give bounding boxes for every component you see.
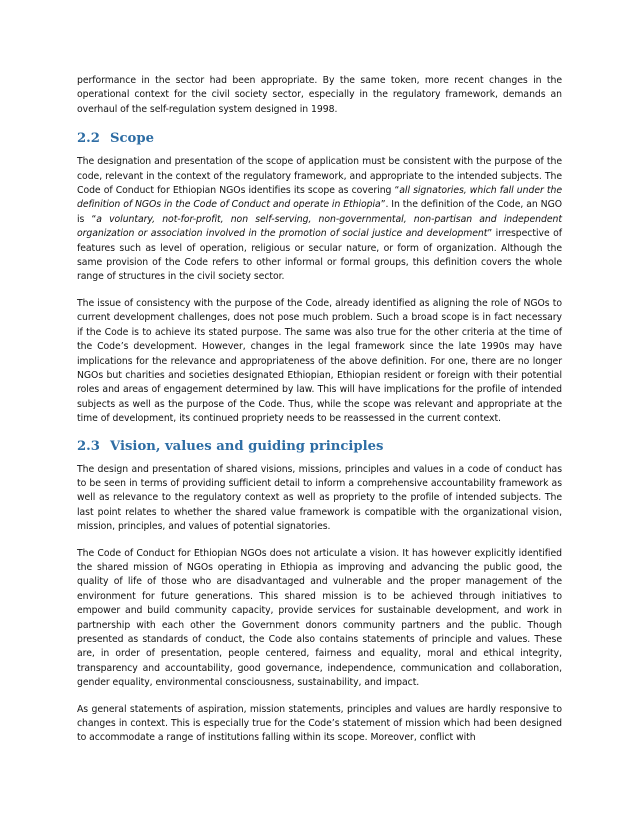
- scope-paragraph-1: [77, 155, 562, 285]
- section-number: 2.3: [77, 438, 100, 454]
- vision-paragraph-2: The Code of Conduct for Ethiopian NGOs does not articulate a vision. It has however explicitly identified the shared mission of NGOs operating in Ethiopia as improving and advancing the public good, the quality of life of those who are disadvantaged and vulnerable and the proper management of the environment for future generations. This shared mission is to be achieved through initiatives to empower and build community capacity, provide services for sustainable development, and work in partnership with each other the Government donors community partners and the public. Though presented as standards of conduct, the Code also contains statements of principle and values. These are, in order of presentation, people centered, fairness and equality, moral and ethical integrity, transparency and accountability, good governance, independence, communication and collaboration, gender equality, environmental consciousness, sustainability, and impact.: [77, 547, 562, 689]
- section-title: Scope: [110, 131, 154, 147]
- quoted-ngo-definition: a voluntary, not-for-profit, non self-serving, non-governmental, non-partisan and independent organization or association involved in the promotion of social justice and development: [77, 213, 562, 240]
- vision-paragraph-1: The design and presentation of shared visions, missions, principles and values in a code of conduct has to be seen in terms of providing sufficient detail to inform a comprehensive accountability framework as well as relevance to the regulatory context as well as propriety to the profile of intended subjects. The last point relates to whether the shared value framework is compatible with the organizational vision, mission, principles, and values of potential signatories.: [77, 463, 562, 533]
- section-title: Vision, values and guiding principles: [110, 438, 384, 454]
- text-run: ” irrespective of features such as level of operation, religious or secular nature, or form of organization. Although the same provision of the Code refers to other informal or formal groups, this definition covers the whole range of structures in the civil society sector.: [77, 228, 562, 283]
- section-number: 2.2: [77, 131, 100, 147]
- text-run: ”. In the definition of the Code, an NGO is “: [77, 199, 562, 225]
- scope-paragraph-2: The issue of consistency with the purpose of the Code, already identified as aligning the role of NGOs to current development challenges, does not pose much problem. Such a broad scope is in fact necessary if the Code is to achieve its stated purpose. The same was also true for the other criteria at the time of the Code’s development. However, changes in the legal framework since the late 1990s may have implications for the relevance and appropriateness of the above definition. For one, there are no longer NGOs but charities and societies designated Ethiopian, Ethiopian resident or foreign with their potential roles and areas of engagement determined by law. This will have implications for the profile of intended subjects as well as the purpose of the Code. Thus, while the scope was relevant and appropriate at the time of development, its continued propriety needs to be reassessed in the current context.: [77, 297, 562, 425]
- intro-paragraph: performance in the sector had been appropriate. By the same token, more recent changes in the operational context for the civil society sector, especially in the regulatory framework, demands an overhaul of the self-regulation system designed in 1998.: [77, 75, 562, 115]
- vision-paragraph-3: As general statements of aspiration, mission statements, principles and values are hardly responsive to changes in context. This is especially true for the Code’s statement of mission which had been designed to accommodate a range of institutions falling within its scope. Moreover, conflict with: [77, 703, 562, 744]
- quoted-scope: all signatories, which fall under the definition of NGOs in the Code of Conduct and operate in Ethiopia: [77, 185, 562, 211]
- section-heading-vision: [77, 439, 562, 455]
- text-run: The designation and presentation of the scope of application must be consistent with the purpose of the code, relevant in the context of the regulatory framework, and appropriate to the intended subjects. The Code of Conduct for Ethiopian NGOs identifies its scope as covering “: [77, 156, 562, 197]
- section-heading-scope: [77, 131, 562, 147]
